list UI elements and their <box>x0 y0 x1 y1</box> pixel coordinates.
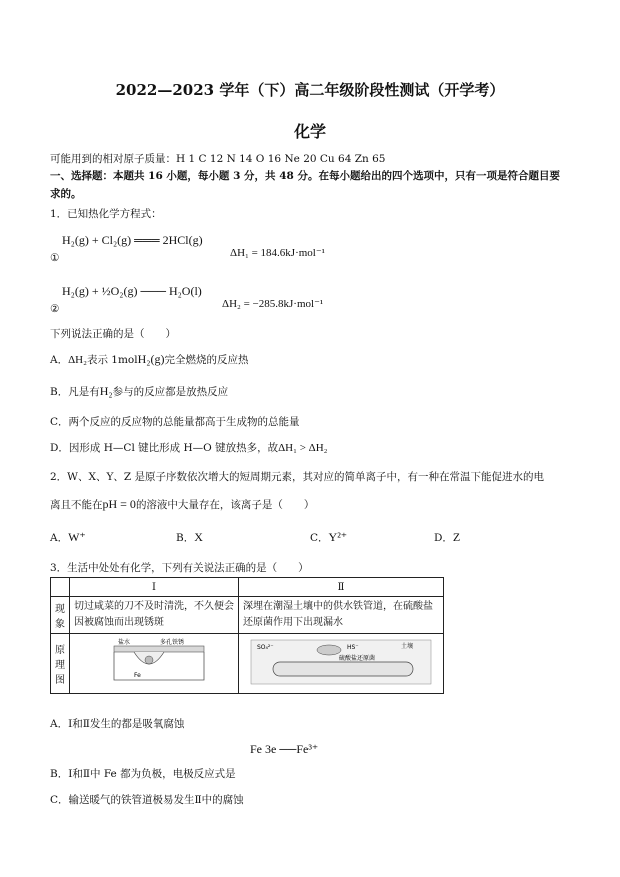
h2: H₂ <box>99 384 113 398</box>
h2-gas: H₂(g) <box>137 352 165 366</box>
option-b-text-1: B．凡是有 <box>50 386 100 398</box>
diagram-1-cell <box>70 634 239 694</box>
q2-line1: 2．W、X、Y、Z 是原子序数依次增大的短周期元素，其对应的简单离子中，有一种在常温下能促进水的电 <box>50 471 545 483</box>
q3-option-b: B．Ⅰ和Ⅱ中 Fe 都为负极，电极反应式是 <box>50 768 236 780</box>
q1-option-c: C．两个反应的反应物的总能量都高于生成物的总能量 <box>50 416 300 428</box>
delta-h2: ΔH₂ <box>68 354 87 366</box>
table-row <box>51 634 444 694</box>
ion-y: Y²⁺ <box>328 530 348 544</box>
diagram-2-label-hs: HS⁻ <box>347 644 359 651</box>
corrosion-diagram-2 <box>243 636 439 688</box>
diagram-2-label-soil: 土壤 <box>401 643 414 650</box>
diagram-2-cell <box>239 634 444 694</box>
q1-equation-2-enthalpy: ΔH₂ = −285.8kJ·mol⁻¹ <box>222 298 324 310</box>
table-row <box>51 597 444 634</box>
option-label: C． <box>310 532 329 544</box>
option-label: B． <box>176 532 195 544</box>
page-title: 2022—2023 学年（下）高二年级阶段性测试（开学考） <box>115 81 505 99</box>
q2-line2 <box>50 497 314 512</box>
option-label: D． <box>434 532 453 544</box>
q2-line2-b: 的溶液中大量存在，该离子是（ ） <box>135 499 315 511</box>
q3-option-a: A．Ⅰ和Ⅱ发生的都是吸氧腐蚀 <box>50 718 185 730</box>
q2-option-c <box>310 530 347 545</box>
corrosion-diagram-1 <box>74 636 234 688</box>
option-b-text-2: 参与的反应都是放热反应 <box>112 386 229 398</box>
table-col-2: Ⅱ <box>239 578 444 597</box>
diagram-1-label-rust: 多孔铁锈 <box>160 639 185 646</box>
option-label: A． <box>50 354 69 366</box>
atomic-masses: 可能用到的相对原子质量：H 1 C 12 N 14 O 16 Ne 20 Cu 64 Zn 65 <box>50 153 386 165</box>
ion-x: X <box>194 530 203 544</box>
table-header-row <box>51 578 444 597</box>
q1-prompt: 下列说法正确的是（ ） <box>50 328 176 340</box>
q1-equation-2: H₂(g) + ½O₂(g) ─── H₂O(l) <box>62 284 202 298</box>
q2-line2-a: 离且不能在 <box>50 499 103 511</box>
phenomenon-1: 切过咸菜的刀不及时清洗，不久便会因被腐蚀而出现锈斑 <box>70 597 239 634</box>
ion-z: Z <box>452 530 461 544</box>
q3-stem: 3．生活中处处有化学，下列有关说法正确的是（ ） <box>50 562 309 574</box>
section-instructions-line1: 一、选择题：本题共 16 小题，每小题 3 分，共 48 分。在每小题给出的四个选项中，只有一项是符合题目要 <box>50 170 560 182</box>
q3-table <box>50 577 444 694</box>
q1-equation-1-number: ① <box>50 252 60 264</box>
diagram-2-label-sulfate: SO₄²⁻ <box>257 644 274 651</box>
ph-zero: pH = 0 <box>102 497 136 511</box>
row-label-phenomenon: 现象 <box>51 597 70 634</box>
q1-equation-1-enthalpy: ΔH₁ = 184.6kJ·mol⁻¹ <box>230 247 325 259</box>
row-label-diagram: 原理图 <box>51 634 70 694</box>
table-corner <box>51 578 70 597</box>
q3-electrode-equation: Fe 3e ──Fe³⁺ <box>250 742 319 756</box>
q2-option-d <box>434 530 460 545</box>
option-label: A． <box>50 532 69 544</box>
section-instructions-line2: 求的。 <box>50 188 82 200</box>
table-col-1: Ⅰ <box>70 578 239 597</box>
q1-option-a <box>50 352 248 367</box>
q2-option-a <box>50 530 86 545</box>
subject-title: 化学 <box>293 122 326 141</box>
q1-stem: 1．已知热化学方程式： <box>50 208 162 220</box>
option-d-relation: ΔH₁ > ΔH₂ <box>278 442 328 454</box>
q3-option-c: C．输送暖气的铁管道极易发生Ⅱ中的腐蚀 <box>50 794 244 806</box>
q1-equation-2-number: ② <box>50 303 60 315</box>
diagram-2-label-bacteria: 硫酸盐还原菌 <box>339 655 376 662</box>
q2-option-b <box>176 530 203 545</box>
phenomenon-2: 深埋在潮湿土壤中的供水铁管道，在硫酸盐还原菌作用下出现漏水 <box>239 597 444 634</box>
option-a-text-2: 完全燃烧的反应热 <box>164 354 249 366</box>
q1-option-d <box>50 440 328 455</box>
option-a-text-1: 表示 1mol <box>86 354 138 366</box>
diagram-1-label-brine: 盐水 <box>118 639 131 646</box>
q1-option-b <box>50 384 228 399</box>
diagram-1-label-fe: Fe <box>134 672 141 679</box>
ion-w: W⁺ <box>68 530 86 544</box>
q1-equation-1: H₂(g) + Cl₂(g) ═══ 2HCl(g) <box>62 233 203 247</box>
option-d-text: D．因形成 H—Cl 键比形成 H—O 键放热多，故 <box>50 442 279 454</box>
